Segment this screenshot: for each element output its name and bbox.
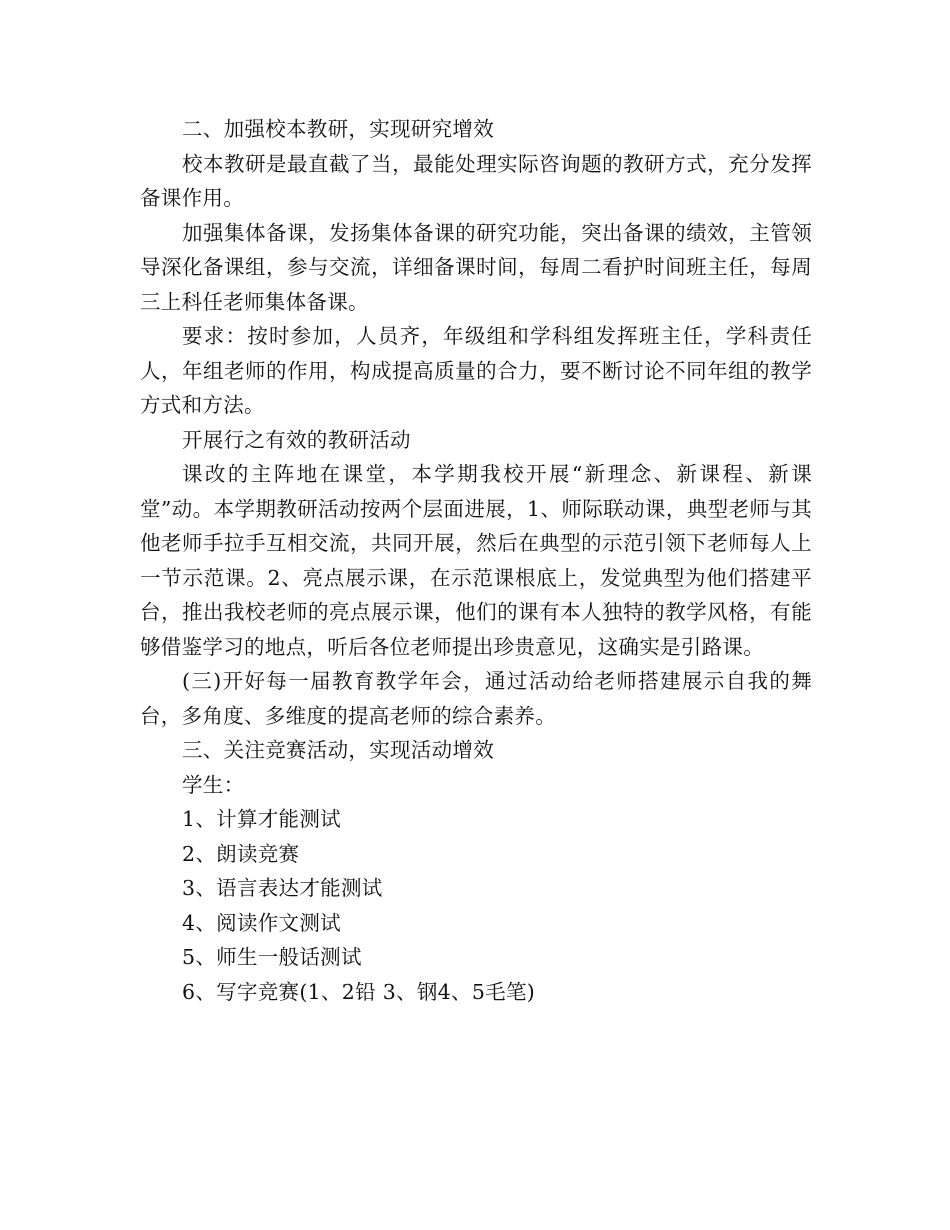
paragraph: 加强集体备课，发扬集体备课的研究功能，突出备课的绩效，主管领导深化备课组，参与交流，详细备课时间，每周二看护时间班主任，每周三上科任老师集体备课。 bbox=[140, 220, 812, 314]
section-heading-2: 二、加强校本教研，实现研究增效 bbox=[182, 117, 494, 141]
list-item: 6、写字竞赛(1、2铅 3、钢4、5毛笔) bbox=[182, 979, 536, 1004]
section-heading-3: 三、关注竞赛活动，实现活动增效 bbox=[182, 738, 494, 762]
subheading: 开展行之有效的教研活动 bbox=[182, 427, 411, 452]
list-item: 2、朗读竞赛 bbox=[182, 841, 300, 866]
list-item: 3、语言表达才能测试 bbox=[182, 876, 383, 900]
document-body bbox=[140, 112, 812, 1009]
list-item: 4、阅读作文测试 bbox=[182, 910, 341, 935]
paragraph: (三)开好每一届教育教学年会，通过活动给老师搭建展示自我的舞台，多角度、多维度的提高老师的综合素养。 bbox=[140, 669, 812, 728]
list-label: 学生： bbox=[182, 772, 245, 797]
list-item: 5、师生一般话测试 bbox=[182, 945, 362, 969]
paragraph: 要求：按时参加，人员齐，年级组和学科组发挥班主任，学科责任人，年组老师的作用，构成提高质量的合力，要不断讨论不同年组的教学方式和方法。 bbox=[140, 324, 812, 417]
paragraph: 校本教研是最直截了当，最能处理实际咨询题的教研方式，充分发挥备课作用。 bbox=[140, 151, 812, 210]
list-item: 1、计算才能测试 bbox=[182, 807, 341, 831]
paragraph: 课改的主阵地在课堂，本学期我校开展“新理念、新课程、新课堂”动。本学期教研活动按两个层面进展，1、师际联动课，典型老师与其他老师手拉手互相交流，共同开展，然后在典型的示范引领下老师每人上一节示范课。2、亮点展示课，在示范课根底上，发觉典型为他们搭建平台，推出我校老师的亮点展示课，他们的课有本人独特的教学风格，有能够借鉴学习的地点，听后各位老师提出珍贵意见，这确实是引路课。 bbox=[140, 462, 812, 659]
